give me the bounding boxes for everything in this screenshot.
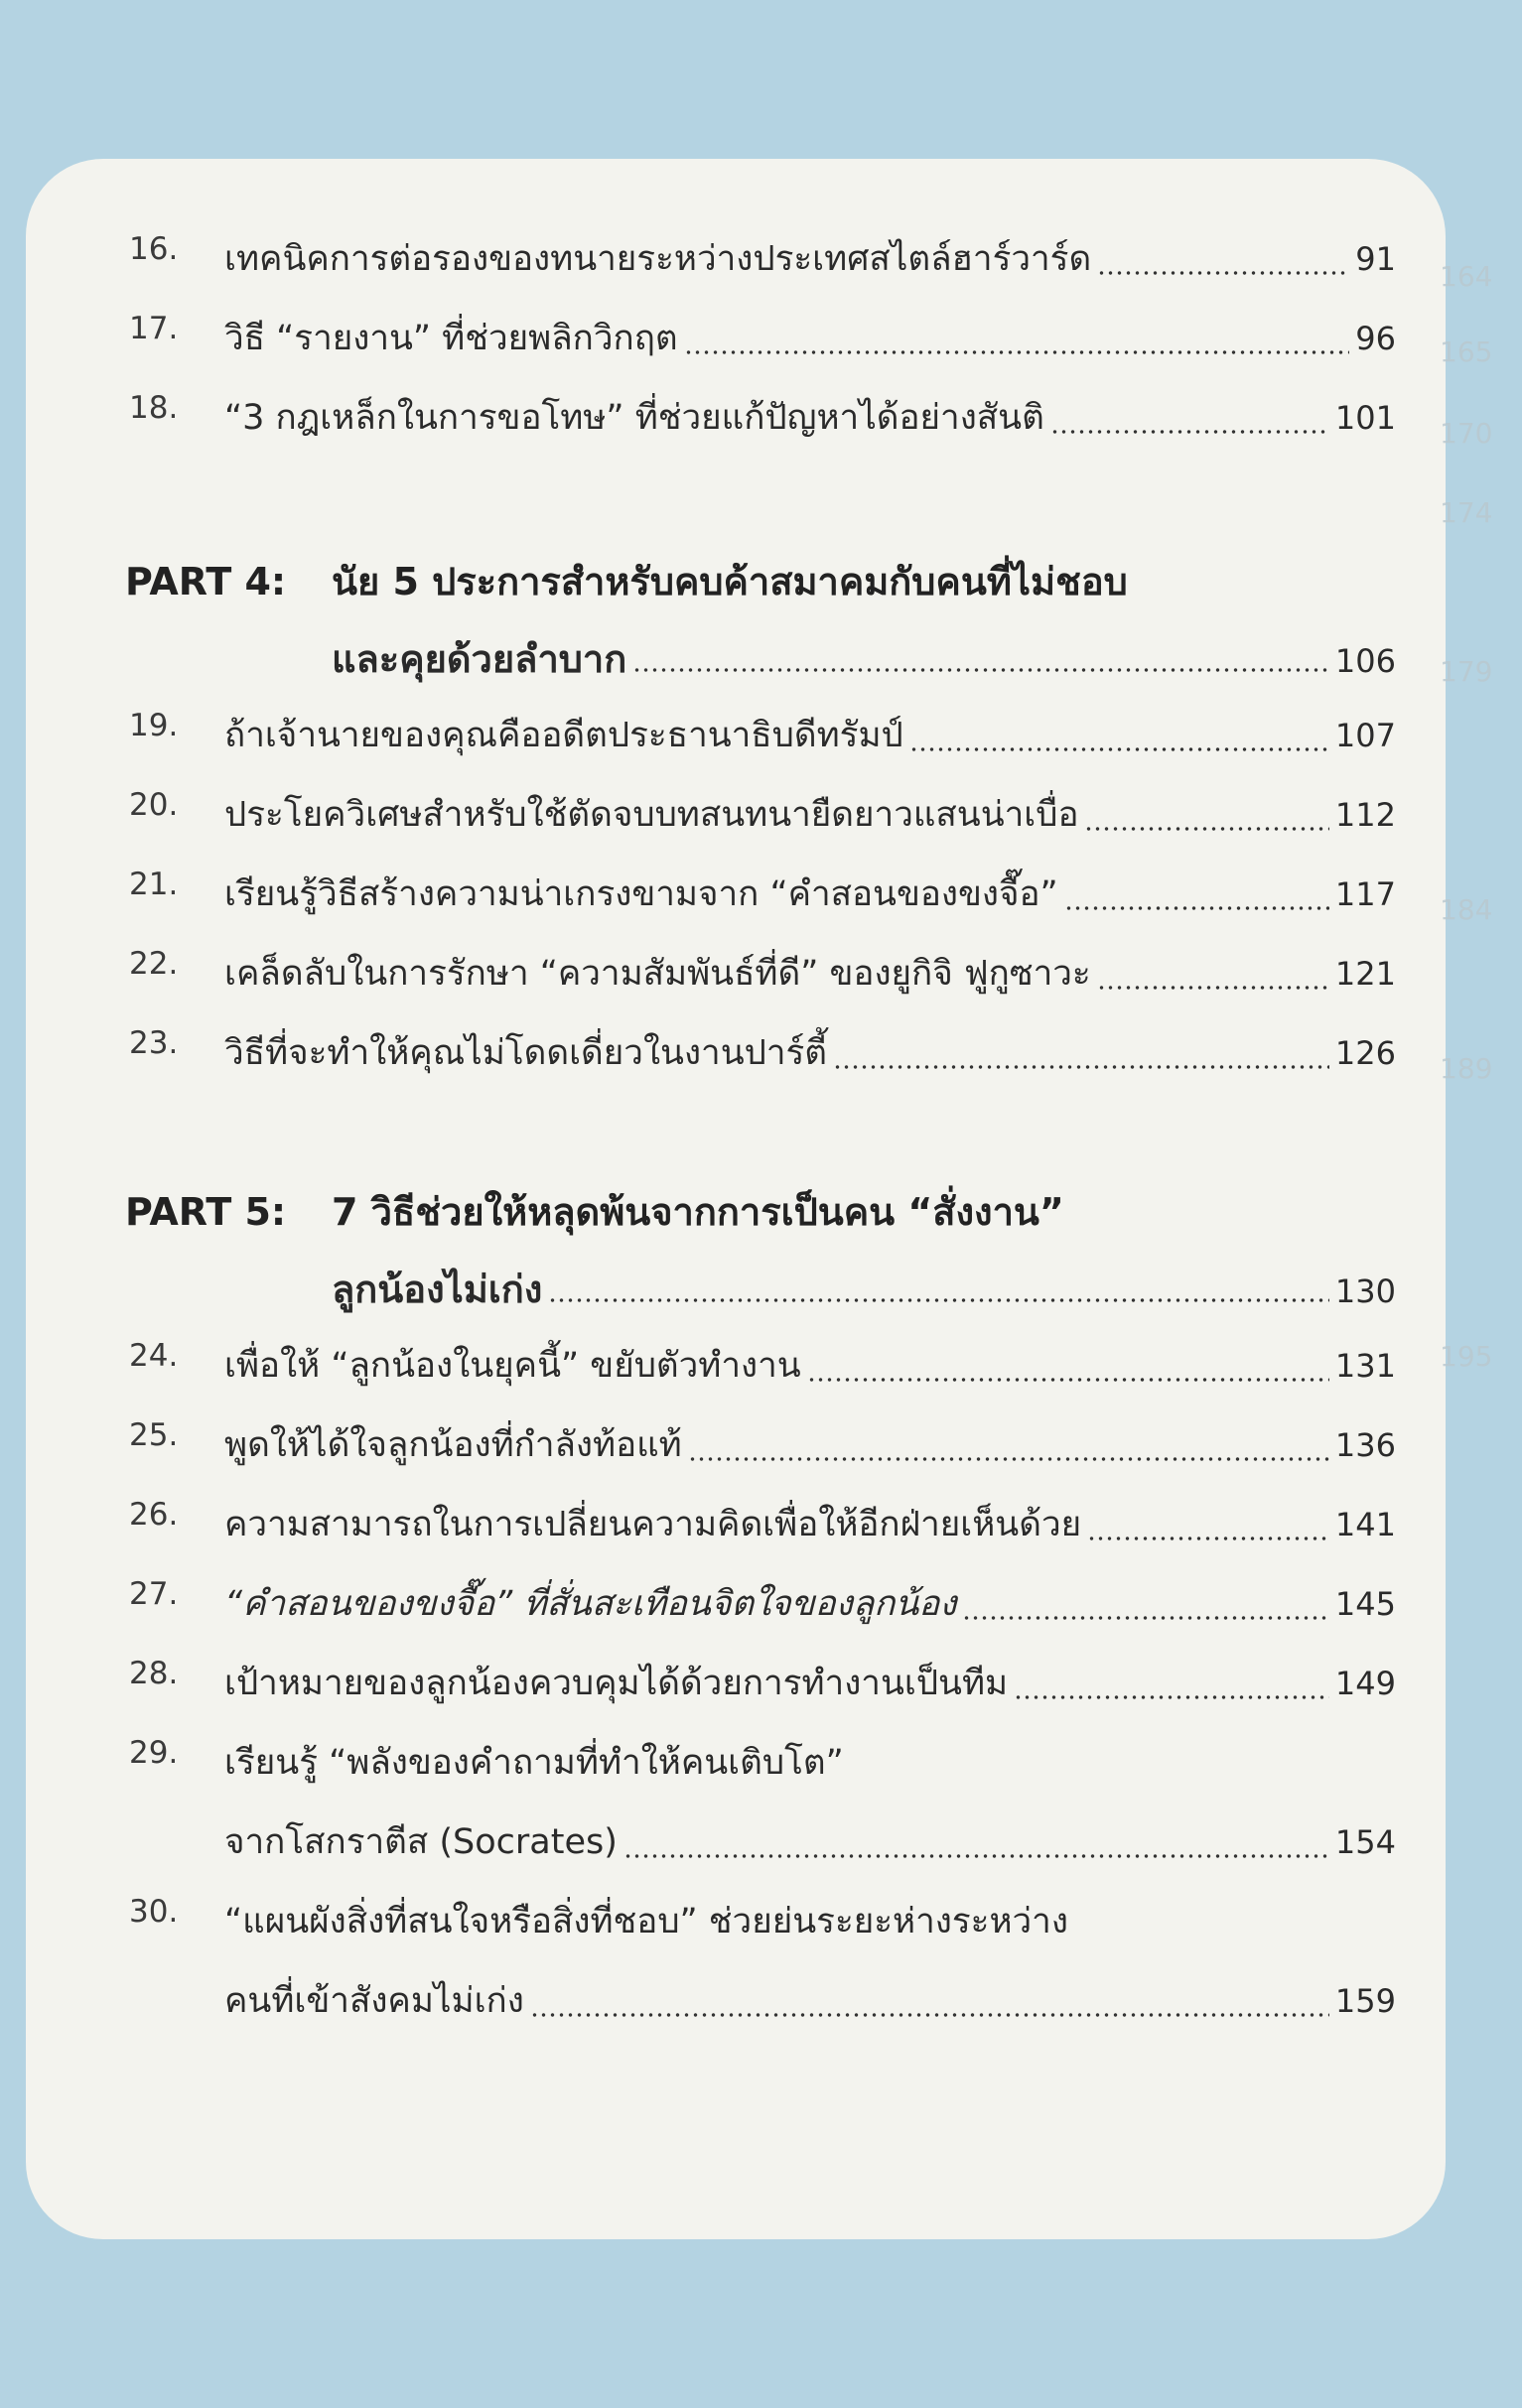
- part4-heading: [125, 551, 1128, 610]
- entry-number: 18.: [129, 390, 179, 426]
- toc-entry-20: [129, 787, 1396, 843]
- part5-page: 130: [1334, 1272, 1396, 1310]
- entry-number: 23.: [129, 1025, 179, 1061]
- entry-title: เคล็ดลับในการรักษา “ความสัมพันธ์ที่ดี” ของยูกิจิ ฟูกูซาวะ: [224, 954, 1091, 994]
- dot-leader: [1087, 1537, 1329, 1540]
- show-through-number: 170: [1440, 417, 1493, 450]
- toc-entry-26: [129, 1497, 1396, 1552]
- entry-number: 17.: [129, 311, 179, 346]
- toc-entry-18: [129, 390, 1396, 446]
- book-page: [26, 159, 1446, 2239]
- entry-page: 91: [1355, 240, 1396, 278]
- dot-leader: [1050, 430, 1329, 434]
- dot-leader: [833, 1065, 1329, 1069]
- part4-heading-line2: [332, 628, 1396, 684]
- part4-label: PART 4:: [125, 560, 287, 603]
- dot-leader: [1014, 1695, 1329, 1699]
- entry-page: 136: [1334, 1426, 1396, 1464]
- entry-title: พูดให้ได้ใจลูกน้องที่กำลังท้อแท้: [224, 1425, 682, 1465]
- entry-number: 26.: [129, 1497, 179, 1533]
- toc-entry-30: [129, 1894, 1396, 1949]
- dot-leader: [1064, 906, 1329, 910]
- entry-page: 121: [1334, 955, 1396, 993]
- part4-title-line1: นัย 5 ประการสำหรับคบค้าสมาคมกับคนที่ไม่ชอบ: [332, 560, 1128, 603]
- entry-number: 21.: [129, 867, 179, 902]
- entry-number: 24.: [129, 1338, 179, 1374]
- entry-title: เป้าหมายของลูกน้องควบคุมได้ด้วยการทำงานเป็นทีม: [224, 1664, 1009, 1703]
- dot-leader: [530, 2013, 1329, 2017]
- toc-entry-19: [129, 708, 1396, 763]
- part5-heading: [125, 1181, 1064, 1241]
- entry-number: 22.: [129, 946, 179, 982]
- dot-leader: [1097, 271, 1349, 275]
- show-through-number: 195: [1440, 1340, 1493, 1373]
- part5-title-line2: ลูกน้องไม่เก่ง: [332, 1268, 543, 1311]
- dot-leader: [909, 747, 1329, 751]
- toc-entry-21: [129, 867, 1396, 922]
- part4-title-line2: และคุยด้วยลำบาก: [332, 637, 627, 681]
- dot-leader: [632, 668, 1329, 672]
- entry-number: 28.: [129, 1656, 179, 1691]
- show-through-number: 184: [1440, 893, 1493, 926]
- entry-title: ประโยควิเศษสำหรับใช้ตัดจบบทสนทนายืดยาวแสนน่าเบื่อ: [224, 795, 1079, 835]
- dot-leader: [684, 350, 1350, 354]
- entry-title-line1: เรียนรู้ “พลังของคำถามที่ทำให้คนเติบโต”: [224, 1743, 844, 1783]
- entry-page: 149: [1334, 1665, 1396, 1702]
- entry-number: 30.: [129, 1894, 179, 1930]
- toc-entry-17: [129, 311, 1396, 366]
- entry-page: 112: [1334, 796, 1396, 834]
- entry-title: วิธี “รายงาน” ที่ช่วยพลิกวิกฤต: [224, 319, 678, 358]
- show-through-number: 164: [1440, 260, 1493, 293]
- entry-page: 145: [1334, 1585, 1396, 1623]
- toc-entry-16: [129, 231, 1396, 287]
- show-through-number: 165: [1440, 335, 1493, 368]
- entry-number: 25.: [129, 1417, 179, 1453]
- entry-page: 154: [1334, 1823, 1396, 1861]
- dot-leader: [548, 1298, 1329, 1302]
- dot-leader: [962, 1616, 1329, 1620]
- toc-entry-29-line2: [224, 1814, 1396, 1870]
- toc-entry-24: [129, 1338, 1396, 1394]
- entry-number: 27.: [129, 1576, 179, 1612]
- entry-title: ความสามารถในการเปลี่ยนความคิดเพื่อให้อีกฝ่ายเห็นด้วย: [224, 1505, 1082, 1544]
- entry-title: “3 กฎเหล็กในการขอโทษ” ที่ช่วยแก้ปัญหาได้อย่างสันติ: [224, 398, 1044, 438]
- dot-leader: [688, 1457, 1329, 1461]
- entry-title: “คำสอนของขงจื๊อ” ที่สั่นสะเทือนจิตใจของลูกน้อง: [224, 1584, 957, 1624]
- toc-entry-30-line2: [224, 1973, 1396, 2029]
- show-through-number: 174: [1440, 496, 1493, 529]
- part4-page: 106: [1334, 642, 1396, 680]
- entry-page: 141: [1334, 1506, 1396, 1543]
- entry-title-line2: จากโสกราตีส (Socrates): [224, 1822, 618, 1862]
- part5-label: PART 5:: [125, 1190, 287, 1234]
- entry-title: วิธีที่จะทำให้คุณไม่โดดเดี่ยวในงานปาร์ตี้: [224, 1033, 828, 1073]
- entry-page: 131: [1334, 1347, 1396, 1385]
- dot-leader: [807, 1378, 1329, 1382]
- entry-page: 159: [1334, 1982, 1396, 2020]
- show-through-number: 189: [1440, 1052, 1493, 1085]
- entry-number: 20.: [129, 787, 179, 823]
- dot-leader: [623, 1854, 1329, 1858]
- entry-number: 29.: [129, 1735, 179, 1771]
- entry-number: 16.: [129, 231, 179, 267]
- entry-title: เรียนรู้วิธีสร้างความน่าเกรงขามจาก “คำสอนของขงจื๊อ”: [224, 874, 1058, 914]
- entry-title: เทคนิคการต่อรองของทนายระหว่างประเทศสไตล์ฮาร์วาร์ด: [224, 239, 1092, 279]
- entry-number: 19.: [129, 708, 179, 743]
- toc-entry-25: [129, 1417, 1396, 1473]
- dot-leader: [1084, 827, 1328, 831]
- entry-page: 126: [1334, 1034, 1396, 1072]
- dot-leader: [1097, 986, 1329, 990]
- entry-page: 101: [1334, 399, 1396, 437]
- show-through-number: 179: [1440, 655, 1493, 688]
- toc-entry-28: [129, 1656, 1396, 1711]
- entry-page: 117: [1334, 875, 1396, 913]
- entry-page: 107: [1334, 717, 1396, 754]
- toc-entry-29: [129, 1735, 1396, 1791]
- part5-heading-line2: [332, 1259, 1396, 1314]
- entry-title-line1: “แผนผังสิ่งที่สนใจหรือสิ่งที่ชอบ” ช่วยย่นระยะห่างระหว่าง: [224, 1902, 1068, 1941]
- toc-entry-22: [129, 946, 1396, 1002]
- part5-title-line1: 7 วิธีช่วยให้หลุดพ้นจากการเป็นคน “สั่งงาน”: [332, 1190, 1064, 1234]
- entry-page: 96: [1355, 320, 1396, 357]
- toc-entry-27: [129, 1576, 1396, 1632]
- entry-title: เพื่อให้ “ลูกน้องในยุคนี้” ขยับตัวทำงาน: [224, 1346, 801, 1386]
- toc-entry-23: [129, 1025, 1396, 1081]
- entry-title: ถ้าเจ้านายของคุณคืออดีตประธานาธิบดีทรัมป์: [224, 716, 903, 755]
- entry-title-line2: คนที่เข้าสังคมไม่เก่ง: [224, 1981, 524, 2021]
